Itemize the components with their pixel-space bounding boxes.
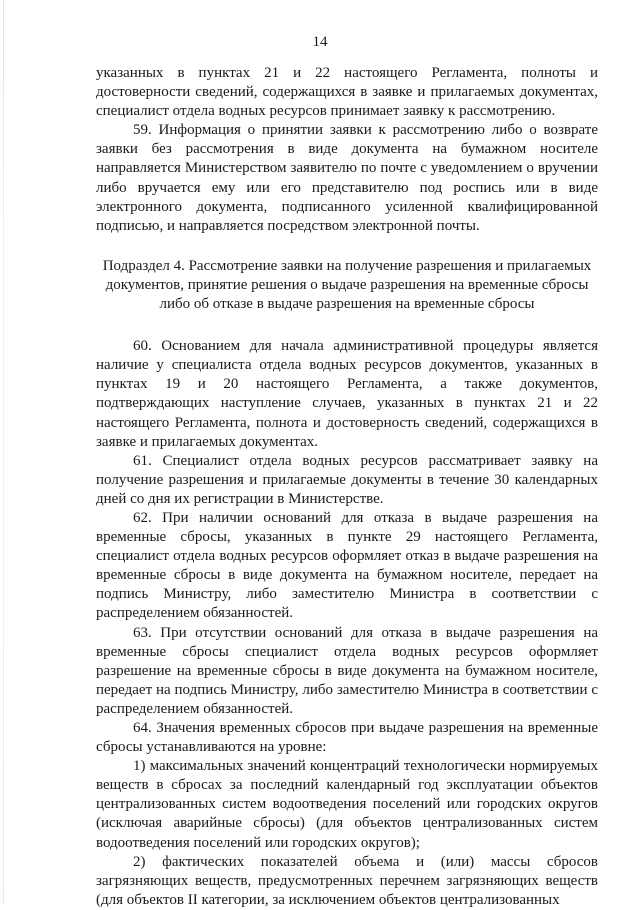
subsection-heading: Подраздел 4. Рассмотрение заявки на получение разрешения и прилагаемых документов, принятие решения о выдаче разрешения на временные сбросы либо об отказе в выдаче разрешения на временные сбросы xyxy=(102,257,592,313)
list-item-1: 1) максимальных значений концентраций технологически нормируемых веществ в сбросах за последний календарный год эксплуатации объектов централизованных систем водоотведения поселений или городских округов (исключая аварийные сбросы) (для объектов централизованных систем водоотведения поселений или городских округов); xyxy=(96,758,598,851)
paragraph-64: 64. Значения временных сбросов при выдаче разрешения на временные сбросы устанавливаются на уровне: xyxy=(96,720,598,756)
document-body xyxy=(96,64,598,910)
paragraph-59: 59. Информация о принятии заявки к рассмотрению либо о возврате заявки без рассмотрения в виде документа на бумажном носителе направляется Министерством заявителю по почте с уведомлением о вручении либо вручается ему или его представителю под роспись или в виде электронного документа, подписанного усиленной квалифицированной подписью, и направляется посредством электронной почты. xyxy=(96,122,598,234)
paragraph-62: 62. При наличии оснований для отказа в выдаче разрешения на временные сбросы, указанных в пункте 29 настоящего Регламента, специалист отдела водных ресурсов оформляет отказ в выдаче разрешения на временные сбросы в виде документа на бумажном носителе, передает на подпись Министру, либо заместителю Министра в соответствии с распределением обязанностей. xyxy=(96,509,598,622)
paragraph-63: 63. При отсутствии оснований для отказа в выдаче разрешения на временные сбросы специалист отдела водных ресурсов оформляет разрешение на временные сбросы в виде документа на бумажном носителе, передает на подпись Министру, либо заместителю Министра в соответствии с распределением обязанностей. xyxy=(96,624,598,717)
paragraph-61: 61. Специалист отдела водных ресурсов рассматривает заявку на получение разрешения и прилагаемые документы в течение 30 календарных дней со дня их регистрации в Министерстве. xyxy=(96,452,598,507)
paragraph-60: 60. Основанием для начала административной процедуры является наличие у специалиста отдела водных ресурсов документов, указанных в пунктах 19 и 20 настоящего Регламента, а также документов, подтверждающих наступление случаев, указанных в пунктах 21 и 22 настоящего Регламента, полнота и достоверность сведений, содержащихся в заявке и прилагаемых документах. xyxy=(96,338,598,450)
paragraph-continuation: указанных в пунктах 21 и 22 настоящего Регламента, полноты и достоверности сведений, содержащихся в заявке и прилагаемых документах, специалист отдела водных ресурсов принимает заявку к рассмотрению. xyxy=(96,65,598,120)
page-number: 14 xyxy=(312,34,328,50)
list-item-2: 2) фактических показателей объема и (или) массы сбросов загрязняющих веществ, предусмотренных перечнем загрязняющих веществ (для объектов II категории, за исключением объектов централизованных xyxy=(96,853,598,908)
scan-edge xyxy=(3,0,4,905)
